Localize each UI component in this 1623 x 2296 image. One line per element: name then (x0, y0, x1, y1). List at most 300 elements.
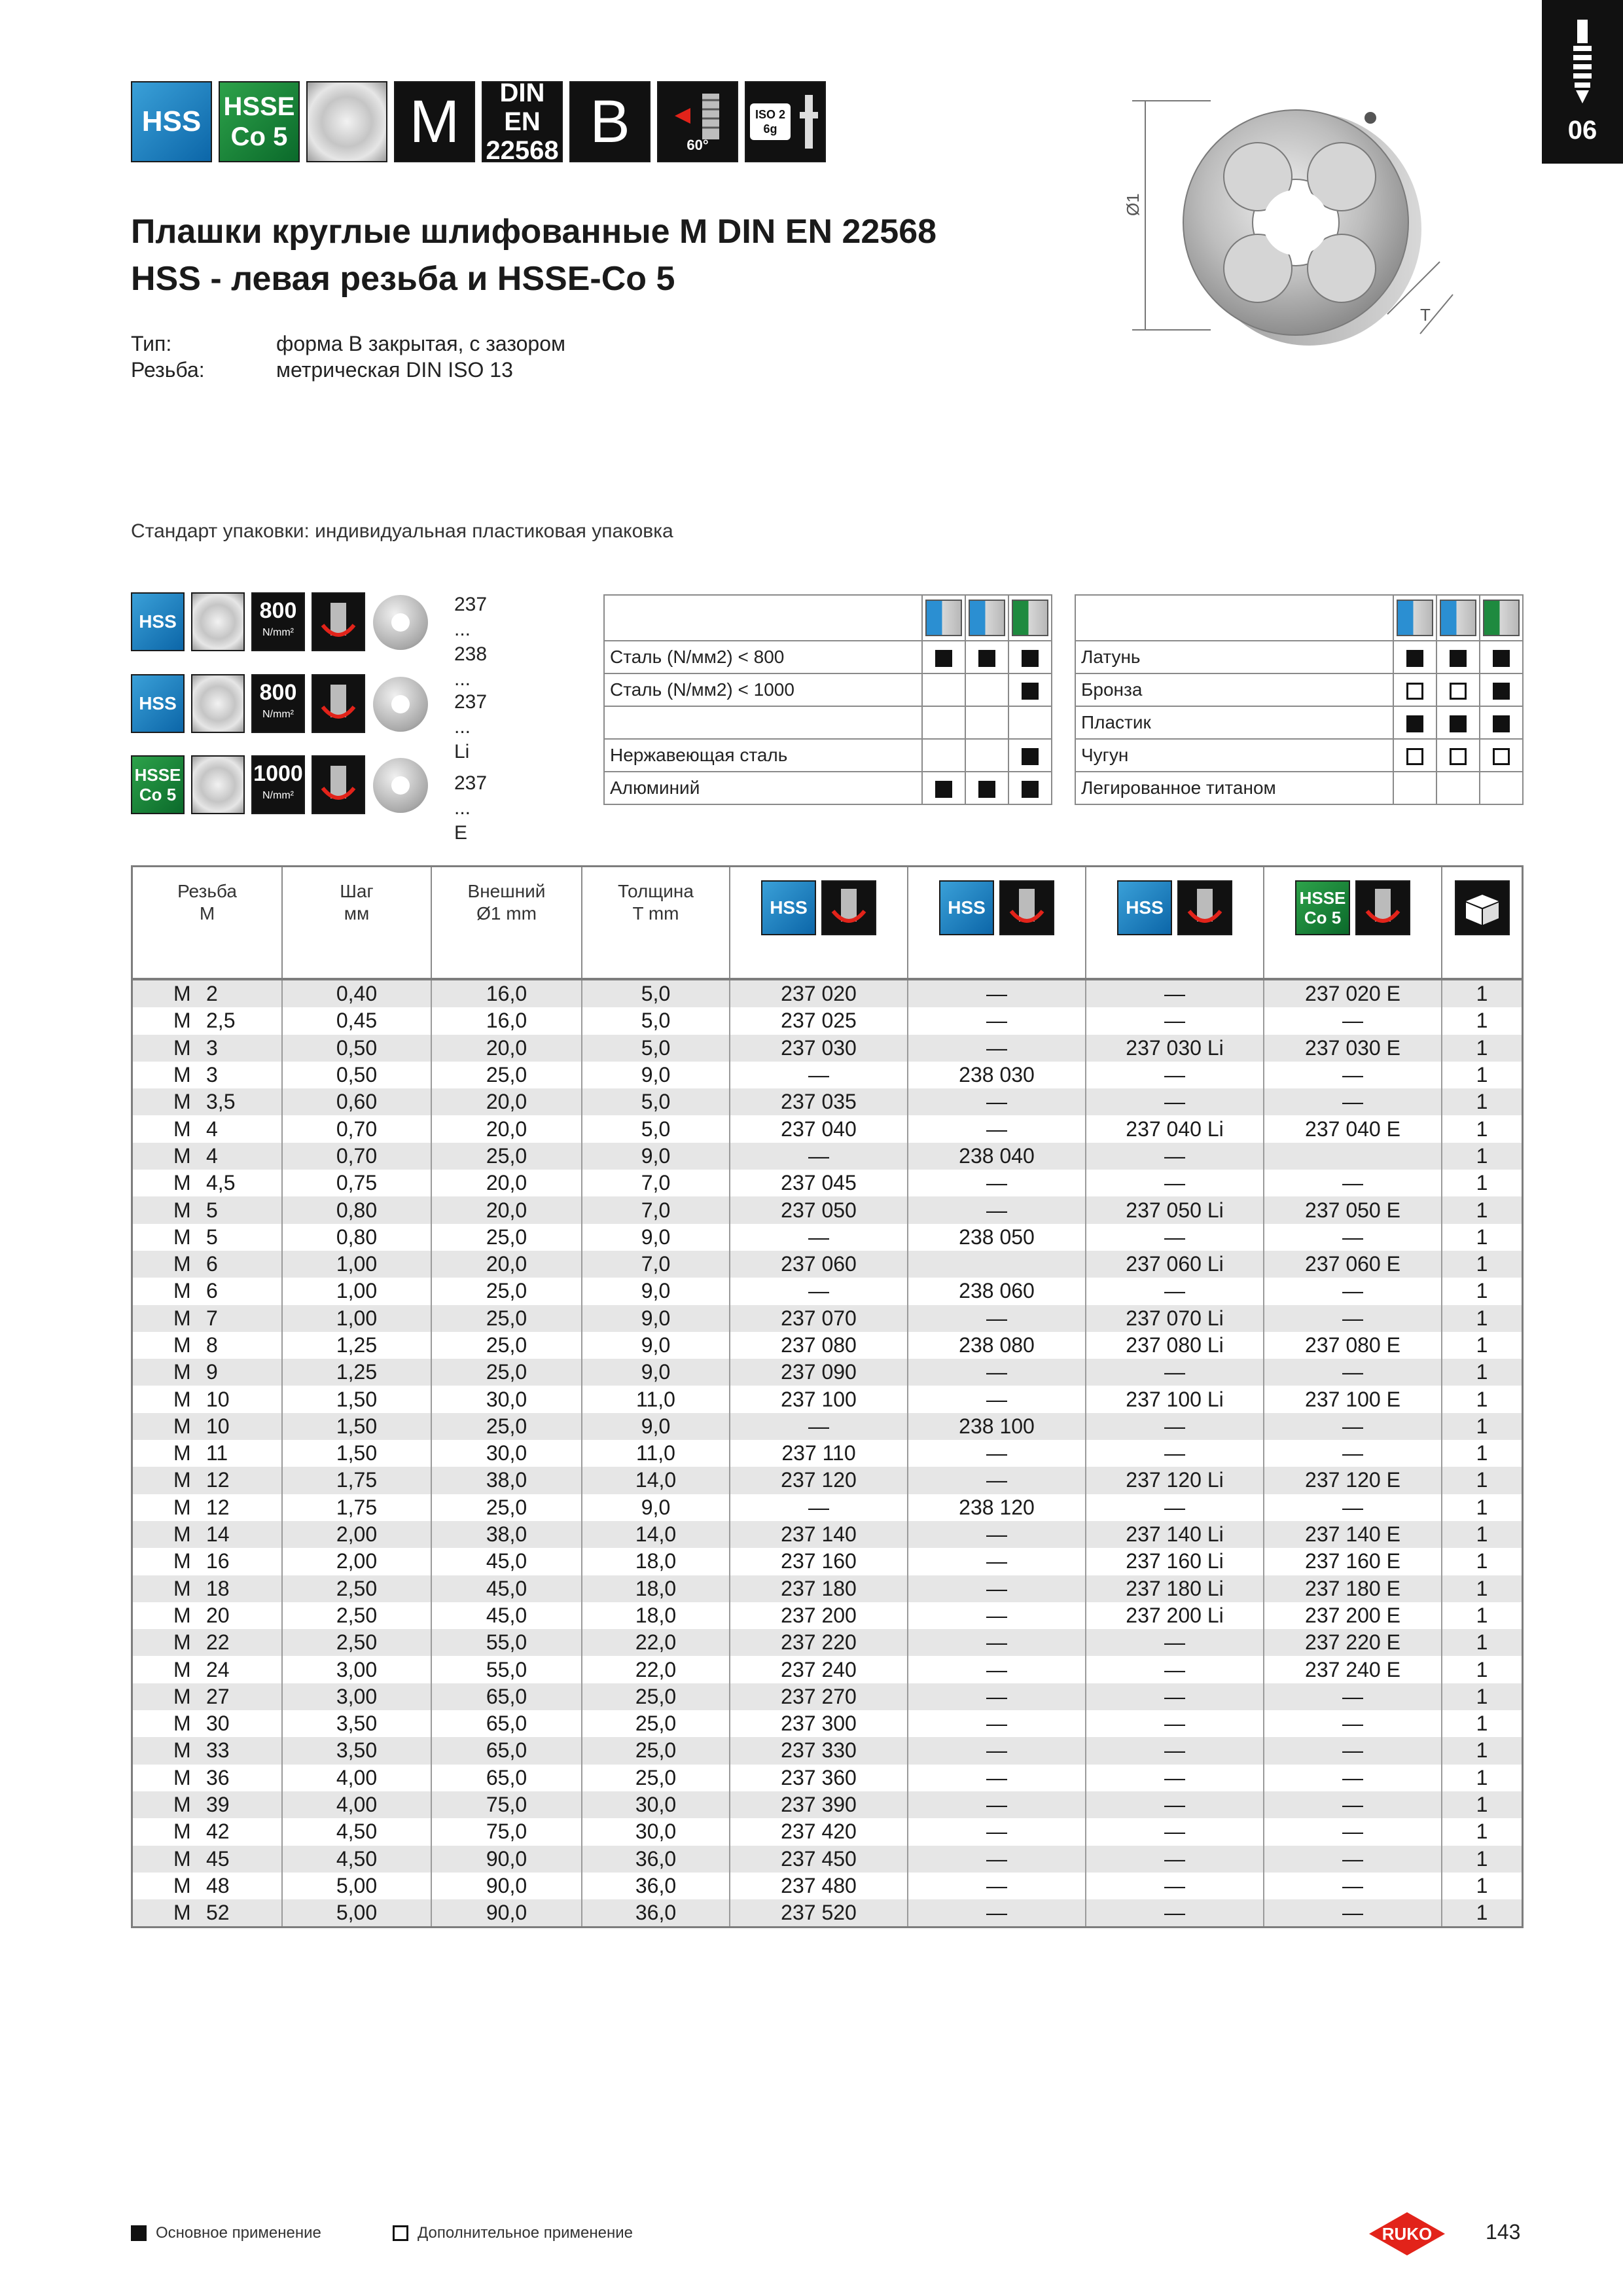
outer-diameter-cell: 75,0 (431, 1791, 582, 1818)
thread-cell (133, 1629, 282, 1656)
table-row (133, 1494, 1522, 1521)
thread-prefix: M (173, 1441, 191, 1465)
pack-qty-cell: 1 (1442, 1251, 1522, 1278)
thickness-cell: 5,0 (582, 1007, 730, 1034)
material-name: Чугун (1075, 739, 1393, 772)
thickness-cell: 22,0 (582, 1656, 730, 1683)
hsse-code-cell: — (1264, 1170, 1442, 1196)
thread-cell (133, 1656, 282, 1683)
hss-code-cell: 237 220 (730, 1629, 908, 1656)
pack-qty-cell: 1 (1476, 1549, 1488, 1573)
thread-cell (133, 1062, 282, 1088)
hss-code-cell: 237 035 (730, 1088, 908, 1115)
strength-unit: N/mm² (262, 627, 294, 638)
thickness-cell: 14,0 (582, 1521, 730, 1548)
hsse-code-cell: — (1264, 1710, 1442, 1737)
table-row (133, 1224, 1522, 1251)
thread-prefix: M (173, 1387, 191, 1411)
hss-thick-code-cell: 238 120 (908, 1494, 1086, 1521)
thread-prefix: M (173, 1657, 191, 1681)
thickness-cell: 9,0 (582, 1062, 730, 1088)
hss-thick-code-cell: — (908, 1440, 1086, 1467)
type-row (131, 331, 565, 357)
strength-value: 1000 (253, 761, 303, 786)
hss-icon: HSS (761, 880, 816, 935)
hss-left-code-cell: 237 160 Li (1086, 1548, 1264, 1575)
thread-size: 4,5 (206, 1171, 236, 1195)
pitch-cell: 0,70 (282, 1115, 431, 1142)
hss-code-cell: — (730, 1278, 908, 1304)
empty-square-icon (1406, 748, 1423, 765)
col-hsse (1264, 867, 1442, 979)
hss-thick-code-cell: — (908, 1007, 1086, 1034)
pitch-cell: 1,00 (282, 1305, 431, 1332)
hss-code-cell: 237 070 (730, 1305, 908, 1332)
outer-diameter-cell: 20,0 (431, 1196, 582, 1223)
filled-square-icon (1493, 683, 1510, 700)
hsse-icon: HSSE Co 5 (1295, 880, 1350, 935)
hss-left-code-cell: — (1086, 1007, 1264, 1034)
outer-diameter-cell: 16,0 (431, 1007, 582, 1034)
tool-code: 237 ... Li (454, 691, 488, 762)
hsse-co5-badge (219, 81, 300, 162)
thread-prefix: M (173, 1630, 191, 1655)
hss-code-cell: 237 520 (730, 1899, 908, 1926)
hss-left-code-cell: 237 120 Li (1086, 1467, 1264, 1494)
type-value: форма B закрытая, с зазором (276, 332, 566, 355)
hss-left-code-cell: — (1086, 1765, 1264, 1791)
outer-diameter-cell: 25,0 (431, 1143, 582, 1170)
ruko-logo (1368, 2211, 1446, 2257)
filled-square-icon (1406, 650, 1423, 667)
material-name: Сталь (N/мм2) < 800 (604, 641, 922, 673)
thread-prefix: M (173, 1468, 191, 1492)
thread-cell (133, 1251, 282, 1278)
hsse-code-cell: 237 200 E (1264, 1602, 1442, 1629)
application-mark-cell (1393, 641, 1436, 673)
pitch-cell: 1,00 (282, 1251, 431, 1278)
hss-code-cell: 237 110 (730, 1440, 908, 1467)
application-mark-cell (1393, 739, 1436, 772)
thread-prefix: M (173, 1143, 191, 1168)
thread-cell (133, 1737, 282, 1764)
outer-diameter-cell: 90,0 (431, 1899, 582, 1926)
thread-size: 11 (206, 1441, 228, 1465)
hss-code-cell: 237 050 (730, 1196, 908, 1223)
thread-size: 9 (206, 1360, 218, 1384)
thread-prefix: M (173, 1306, 191, 1330)
table-row (133, 1467, 1522, 1494)
metric-badge-label: M (409, 88, 460, 155)
thread-cell (133, 1007, 282, 1034)
thread-prefix: M (173, 1225, 191, 1249)
thread-prefix: M (173, 982, 191, 1006)
outer-diameter-cell: 20,0 (431, 1088, 582, 1115)
thread-prefix: M (173, 1252, 191, 1276)
pack-qty-cell: 1 (1476, 1279, 1488, 1303)
hss-code-cell: 237 180 (730, 1575, 908, 1602)
application-mark-cell (1436, 641, 1480, 673)
table-row (133, 1873, 1522, 1899)
hsse-code-cell: 237 020 E (1264, 979, 1442, 1007)
pack-qty-cell: 1 (1476, 1387, 1488, 1411)
pack-qty-cell: 1 (1442, 1196, 1522, 1223)
pack-qty-cell: 1 (1476, 1603, 1488, 1627)
outer-diameter-cell: 25,0 (431, 1494, 582, 1521)
hss-code-cell: 237 300 (730, 1710, 908, 1737)
pack-qty-cell: 1 (1476, 1171, 1488, 1195)
thickness-cell: 25,0 (582, 1710, 730, 1737)
hsse-code-cell: — (1264, 1765, 1442, 1791)
col-hss-left-hand (1086, 867, 1264, 979)
outer-diameter-cell: 20,0 (431, 1115, 582, 1142)
outer-diameter-cell: 55,0 (431, 1629, 582, 1656)
thread-size: 8 (206, 1333, 218, 1357)
material-row (604, 641, 1052, 673)
tap-right-icon (999, 880, 1054, 935)
hss-thick-code-cell: 238 100 (908, 1413, 1086, 1440)
thread-size: 3,5 (206, 1090, 236, 1114)
pitch-cell: 2,50 (282, 1629, 431, 1656)
hss-thick-code-cell: — (908, 1170, 1086, 1196)
ground-finish-icon (191, 755, 245, 814)
hss-thick-code-cell: — (908, 1818, 1086, 1845)
package-box-icon (1455, 880, 1510, 935)
hsse-badge-line1: HSSE (223, 92, 295, 121)
pack-qty-cell: 1 (1476, 1765, 1488, 1789)
material-name: Легированное титаном (1075, 772, 1393, 804)
application-mark-cell (965, 641, 1008, 673)
hss-left-code-cell: — (1086, 979, 1264, 1007)
outer-diameter-cell: 30,0 (431, 1440, 582, 1467)
thickness-cell: 9,0 (582, 1494, 730, 1521)
outer-diameter-cell: 65,0 (431, 1683, 582, 1710)
table-row (133, 1440, 1522, 1467)
material-row (1075, 739, 1523, 772)
application-mark-cell (1480, 706, 1523, 739)
table-row (133, 1683, 1522, 1710)
pack-qty-cell: 1 (1442, 1521, 1522, 1548)
filled-square-icon (978, 650, 995, 667)
hss-thick-code-cell: — (908, 1683, 1086, 1710)
thread-size: 4 (206, 1117, 218, 1141)
thickness-cell: 11,0 (582, 1440, 730, 1467)
hss-thick-code-cell: — (908, 1737, 1086, 1764)
hss-thick-code-cell: — (908, 1359, 1086, 1386)
hss-left-code-cell: — (1086, 1494, 1264, 1521)
material-row (1075, 641, 1523, 673)
tap-direction-icon (312, 592, 365, 651)
pitch-cell: 1,75 (282, 1494, 431, 1521)
thread-cell (133, 1602, 282, 1629)
application-mark-cell (922, 706, 965, 739)
pack-qty-cell: 1 (1442, 1575, 1522, 1602)
iso-tolerance-badge (745, 81, 826, 162)
application-mark-cell (1393, 673, 1436, 706)
outer-diameter-cell: 25,0 (431, 1305, 582, 1332)
application-mark-cell (1393, 706, 1436, 739)
pack-qty-cell: 1 (1442, 1467, 1522, 1494)
table-row (133, 1143, 1522, 1170)
pitch-cell: 4,00 (282, 1765, 431, 1791)
hsse-code-cell: — (1264, 1224, 1442, 1251)
materials-header-row (604, 595, 1052, 641)
hss-thick-code-cell: — (908, 1846, 1086, 1873)
hss-code-cell: 237 100 (730, 1386, 908, 1412)
hss-thick-code-cell: — (908, 1899, 1086, 1926)
thickness-cell: 7,0 (582, 1170, 730, 1196)
outer-diameter-cell: 25,0 (431, 1062, 582, 1088)
pitch-cell: 3,50 (282, 1710, 431, 1737)
thread-prefix: M (173, 1198, 191, 1222)
application-mark-cell (1436, 739, 1480, 772)
filled-square-icon (1450, 715, 1467, 732)
hss-badge (131, 81, 212, 162)
outer-diameter-cell: 25,0 (431, 1332, 582, 1359)
thread-cell (133, 1305, 282, 1332)
hsse-co5-badge (131, 755, 185, 814)
hss-left-code-cell: — (1086, 1440, 1264, 1467)
thread-size: 20 (206, 1603, 230, 1627)
hss-thick-code-cell: — (908, 1791, 1086, 1818)
materials-header-row (1075, 595, 1523, 641)
hss-left-code-cell: — (1086, 1359, 1264, 1386)
table-row (133, 1575, 1522, 1602)
filled-square-icon (1493, 715, 1510, 732)
thread-prefix: M (173, 1360, 191, 1384)
table-row (133, 1278, 1522, 1304)
table-row (133, 1305, 1522, 1332)
material-label: HSS (139, 611, 177, 632)
thread-cell (133, 1413, 282, 1440)
pack-qty-cell: 1 (1442, 1737, 1522, 1764)
hss-thick-code-cell: — (908, 1115, 1086, 1142)
outer-diameter-cell: 45,0 (431, 1602, 582, 1629)
table-header-row (133, 867, 1522, 979)
hss-thick-code-cell: — (908, 1765, 1086, 1791)
material-name: Латунь (1075, 641, 1393, 673)
metric-thread-badge (394, 81, 475, 162)
tap-icon (1569, 20, 1596, 105)
pitch-cell: 4,50 (282, 1818, 431, 1845)
hss-left-code-cell: 237 050 Li (1086, 1196, 1264, 1223)
thread-prefix: M (173, 1090, 191, 1114)
outer-diameter-cell: 30,0 (431, 1386, 582, 1412)
strength-unit: N/mm² (262, 790, 294, 801)
strength-badge (251, 755, 305, 814)
thread-cell (133, 1575, 282, 1602)
table-row (133, 1656, 1522, 1683)
hss-code-cell: 237 270 (730, 1683, 908, 1710)
col-hss-left (965, 595, 1008, 641)
hss-code-cell: 237 080 (730, 1332, 908, 1359)
material-name (604, 706, 922, 739)
application-mark-cell (1480, 739, 1523, 772)
pitch-cell: 3,50 (282, 1737, 431, 1764)
filled-square-icon (935, 650, 952, 667)
ground-finish-icon (191, 674, 245, 733)
filled-square-icon (1450, 650, 1467, 667)
table-row (133, 1548, 1522, 1575)
thread-value: метрическая DIN ISO 13 (276, 358, 513, 382)
pitch-cell: 1,50 (282, 1413, 431, 1440)
hsse-code-cell: — (1264, 1413, 1442, 1440)
pitch-cell: 1,25 (282, 1332, 431, 1359)
table-row (133, 1035, 1522, 1062)
thickness-cell: 36,0 (582, 1899, 730, 1926)
legend-primary-label: Основное применение (156, 2224, 321, 2242)
table-row (133, 1791, 1522, 1818)
application-mark-cell (922, 673, 965, 706)
hsse-code-cell: — (1264, 1305, 1442, 1332)
thread-cell (133, 1818, 282, 1845)
materials-table-left (603, 594, 1052, 805)
strength-value: 800 (259, 598, 297, 623)
outer-diameter-cell: 75,0 (431, 1818, 582, 1845)
hss-thick-code-cell: — (908, 1196, 1086, 1223)
hss-code-cell: 237 160 (730, 1548, 908, 1575)
hss-badge (131, 592, 185, 651)
application-mark-cell (1008, 673, 1052, 706)
pitch-cell: 0,45 (282, 1007, 431, 1034)
iso-label-line2: 6g (763, 122, 777, 135)
thickness-cell: 5,0 (582, 1115, 730, 1142)
hss-thick-code-cell: 238 080 (908, 1332, 1086, 1359)
material-row (1075, 706, 1523, 739)
tap-right-icon (1355, 880, 1410, 935)
empty-square-icon (1406, 683, 1423, 700)
outer-diameter-cell: 16,0 (431, 979, 582, 1007)
outer-diameter-cell: 55,0 (431, 1656, 582, 1683)
hsse-code-cell: 237 220 E (1264, 1629, 1442, 1656)
diameter-label: Ø1 (1123, 193, 1143, 216)
hss-thick-code-cell: — (908, 1575, 1086, 1602)
iso-label-box (750, 103, 791, 140)
hss-code-cell: — (730, 1062, 908, 1088)
hss-code-cell: 237 450 (730, 1846, 908, 1873)
hsse-code-cell: — (1264, 1062, 1442, 1088)
thread-prefix: M (173, 1279, 191, 1303)
application-mark-cell (922, 641, 965, 673)
thread-cell (133, 1196, 282, 1223)
col-pack-qty (1442, 867, 1522, 979)
page-number: 143 (1486, 2220, 1521, 2244)
pack-qty-cell: 1 (1476, 1333, 1488, 1357)
thread-prefix: M (173, 1009, 191, 1033)
col-thickness: Толщина T mm (582, 867, 730, 979)
hss-left-code-cell: 237 180 Li (1086, 1575, 1264, 1602)
col-thread: Резьба M (133, 867, 282, 979)
hsse-code-cell: — (1264, 1791, 1442, 1818)
table-row (133, 1359, 1522, 1386)
pack-qty-cell: 1 (1442, 1413, 1522, 1440)
application-mark-cell (1480, 772, 1523, 804)
thread-size: 24 (206, 1657, 230, 1681)
thread-prefix: M (173, 1712, 191, 1736)
material-name: Бронза (1075, 673, 1393, 706)
thread-size: 3 (206, 1063, 218, 1087)
thread-prefix: M (173, 1846, 191, 1871)
outer-diameter-cell: 20,0 (431, 1251, 582, 1278)
thread-size: 30 (206, 1712, 230, 1736)
hss-code-cell: 237 090 (730, 1359, 908, 1386)
legend-primary (131, 2224, 321, 2242)
hss-code-cell: — (730, 1224, 908, 1251)
hss-left-code-cell: 237 070 Li (1086, 1305, 1264, 1332)
thread-prefix: M (173, 1873, 191, 1897)
thickness-cell: 9,0 (582, 1224, 730, 1251)
thickness-cell: 7,0 (582, 1196, 730, 1223)
thickness-cell: 36,0 (582, 1873, 730, 1899)
application-mark-cell (1480, 673, 1523, 706)
form-b-badge (569, 81, 651, 162)
pitch-cell: 2,00 (282, 1548, 431, 1575)
hss-code-cell: 237 060 (730, 1251, 908, 1278)
pack-qty-cell: 1 (1442, 1791, 1522, 1818)
thread-prefix: M (173, 1522, 191, 1547)
material-name: Алюминий (604, 772, 922, 804)
pack-qty-cell: 1 (1476, 1820, 1488, 1844)
hss-code-cell: 237 030 (730, 1035, 908, 1062)
hss-code-cell: 237 140 (730, 1521, 908, 1548)
thread-size: 33 (206, 1738, 230, 1763)
pack-qty-cell: 1 (1476, 1657, 1488, 1681)
pitch-cell: 2,50 (282, 1602, 431, 1629)
hsse-code-cell: — (1264, 1873, 1442, 1899)
material-label: HSS (139, 693, 177, 713)
thickness-cell: 18,0 (582, 1548, 730, 1575)
die-icon (373, 677, 428, 732)
filled-square-icon (1022, 683, 1039, 700)
tap-direction-icon (312, 755, 365, 814)
thickness-cell: 30,0 (582, 1791, 730, 1818)
packaging-note: Стандарт упаковки: индивидуальная пластиковая упаковка (131, 520, 673, 542)
hss-left-code-cell: — (1086, 1170, 1264, 1196)
hsse-code-cell: — (1264, 1737, 1442, 1764)
hsse-code-cell: — (1264, 1278, 1442, 1304)
material-row (1075, 673, 1523, 706)
table-row (133, 1196, 1522, 1223)
section-tab (1542, 0, 1623, 164)
thread-prefix: M (173, 1793, 191, 1817)
pitch-cell: 1,00 (282, 1278, 431, 1304)
pitch-cell: 2,50 (282, 1575, 431, 1602)
pack-qty-cell: 1 (1442, 1846, 1522, 1873)
die-icon (373, 758, 428, 813)
thread-cell (133, 1278, 282, 1304)
pack-qty-cell: 1 (1442, 1143, 1522, 1170)
pack-qty-cell: 1 (1442, 1305, 1522, 1332)
hsse-code-cell: 237 140 E (1264, 1521, 1442, 1548)
thickness-cell: 9,0 (582, 1413, 730, 1440)
filled-square-icon (1022, 781, 1039, 798)
thread-size: 27 (206, 1684, 230, 1708)
hss-thick-code-cell: — (908, 1521, 1086, 1548)
thread-cell (133, 1494, 282, 1521)
page-title (131, 208, 1113, 302)
application-mark-cell (1393, 772, 1436, 804)
hsse-code-cell: — (1264, 1440, 1442, 1467)
hss-left-code-cell: 237 200 Li (1086, 1602, 1264, 1629)
thread-size: 12 (206, 1495, 230, 1519)
thread-cell (133, 1899, 282, 1926)
table-row (133, 979, 1522, 1007)
material-row (604, 739, 1052, 772)
pack-qty-cell: 1 (1442, 1629, 1522, 1656)
col-pitch: Шаг мм (282, 867, 431, 979)
hss-left-code-cell: 237 060 Li (1086, 1251, 1264, 1278)
ground-finish-icon (191, 592, 245, 651)
